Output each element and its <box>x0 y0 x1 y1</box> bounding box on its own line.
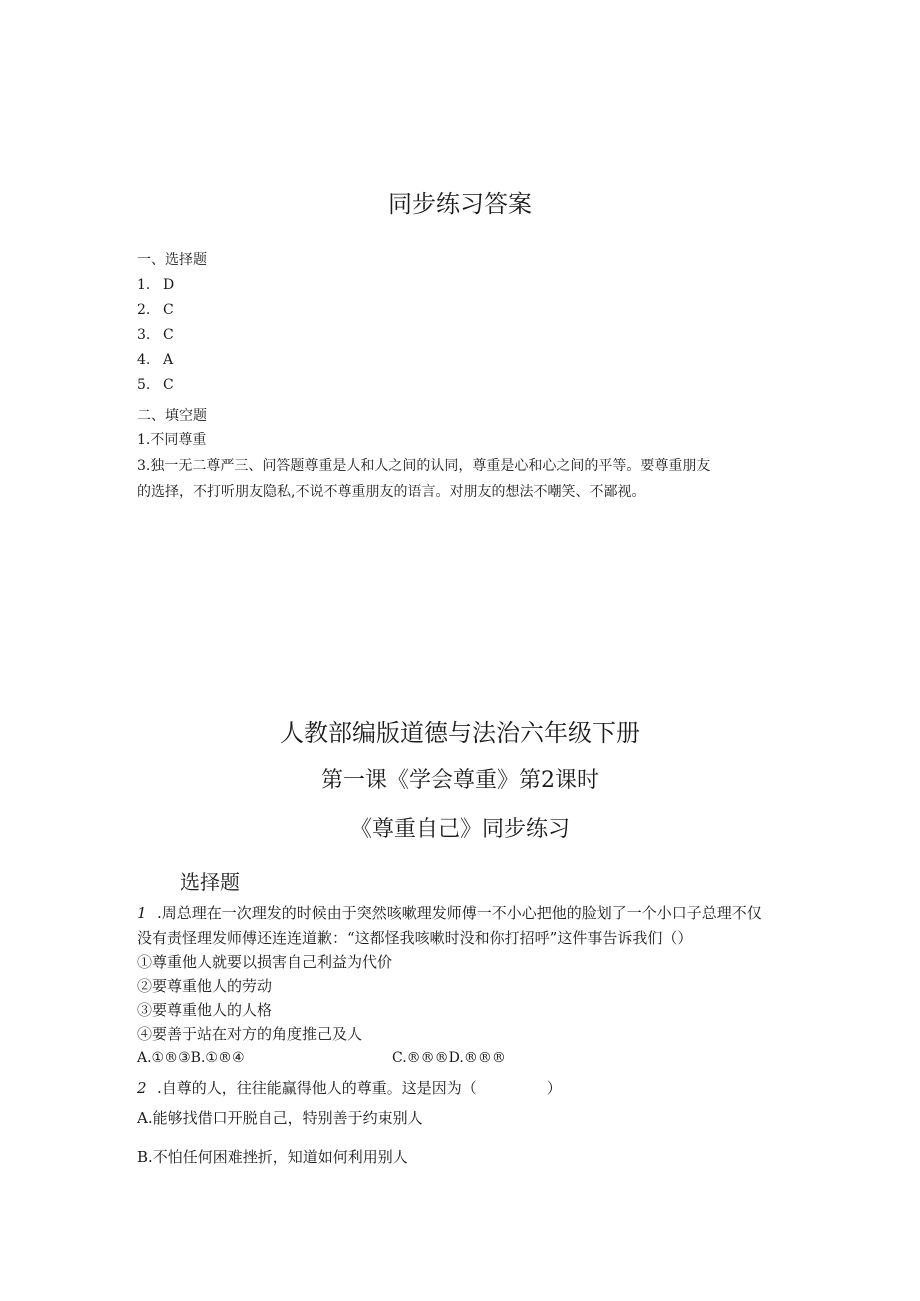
choice-number: 1. <box>137 277 151 293</box>
choice-letter: C <box>163 377 174 393</box>
question-1-line1 <box>137 902 762 924</box>
section-heading: 选择题 <box>180 870 240 894</box>
question-1-option-3: ③要尊重他人的人格 <box>137 1001 273 1019</box>
question-1-answers-cd: C.®®®D.®®® <box>392 1050 506 1066</box>
choice-letter: D <box>163 277 175 293</box>
answers-title: 同步练习答案 <box>388 190 532 218</box>
choice-answer-row <box>137 375 174 395</box>
question-1-option-1: ①尊重他人就要以损害自己利益为代价 <box>137 953 393 971</box>
section1-heading: 一、选择题 <box>137 252 207 268</box>
section2-heading: 二、填空题 <box>137 408 207 424</box>
fill-answer-1: 1.不同尊重 <box>137 432 207 448</box>
choice-number: 5. <box>137 377 151 393</box>
question-1-option-4: ④要善于站在对方的角度推己及人 <box>137 1025 363 1043</box>
choice-answer-row <box>137 350 173 370</box>
question-1-answers-ab: A.①®③B.①®④ <box>137 1050 245 1066</box>
question-close-paren: ） <box>546 1079 562 1097</box>
book-title: 人教部编版道德与法治六年级下册 <box>280 719 640 747</box>
practice-title: 《尊重自己》同步练习 <box>349 817 570 842</box>
question-text: .自尊的人，往往能赢得他人的尊重。这是因为（ <box>157 1079 477 1097</box>
question-2-option-a: A.能够找借口开脱自己，特别善于约束别人 <box>137 1109 423 1127</box>
choice-letter: C <box>163 327 174 343</box>
question-1-line2: 没有责怪理发师傅还连连道歉：“这都怪我咳嗽时没和你打招呼”这件事告诉我们（） <box>137 929 693 947</box>
question-text: .周总理在一次理发的时候由于突然咳嗽理发师傅一不小心把他的脸划了一个小口子总理不仅 <box>157 904 762 922</box>
question-2-stem <box>137 1077 562 1099</box>
choice-letter: A <box>163 352 174 368</box>
choice-number: 4. <box>137 352 151 368</box>
fill-answer-3-line1: 3.独一无二尊严三、问答题尊重是人和人之间的认同，尊重是心和心之间的平等。要尊重朋友 <box>137 458 711 474</box>
choice-number: 3. <box>137 327 151 343</box>
fill-answer-3-line2: 的选择，不打听朋友隐私,不说不尊重朋友的语言。对朋友的想法不嘲笑、不鄙视。 <box>137 484 646 500</box>
question-number: 2 <box>137 1079 147 1097</box>
choice-answer-row <box>137 300 174 320</box>
lesson-title: 第一课《学会尊重》第2课时 <box>321 768 599 793</box>
question-2-option-b: B.不怕任何困难挫折，知道如何利用别人 <box>137 1148 408 1166</box>
choice-answer-row <box>137 275 174 295</box>
choice-answer-row <box>137 325 174 345</box>
question-number: 1 <box>137 904 147 922</box>
question-1-option-2: ②要尊重他人的劳动 <box>137 977 273 995</box>
choice-number: 2. <box>137 302 151 318</box>
choice-letter: C <box>163 302 174 318</box>
